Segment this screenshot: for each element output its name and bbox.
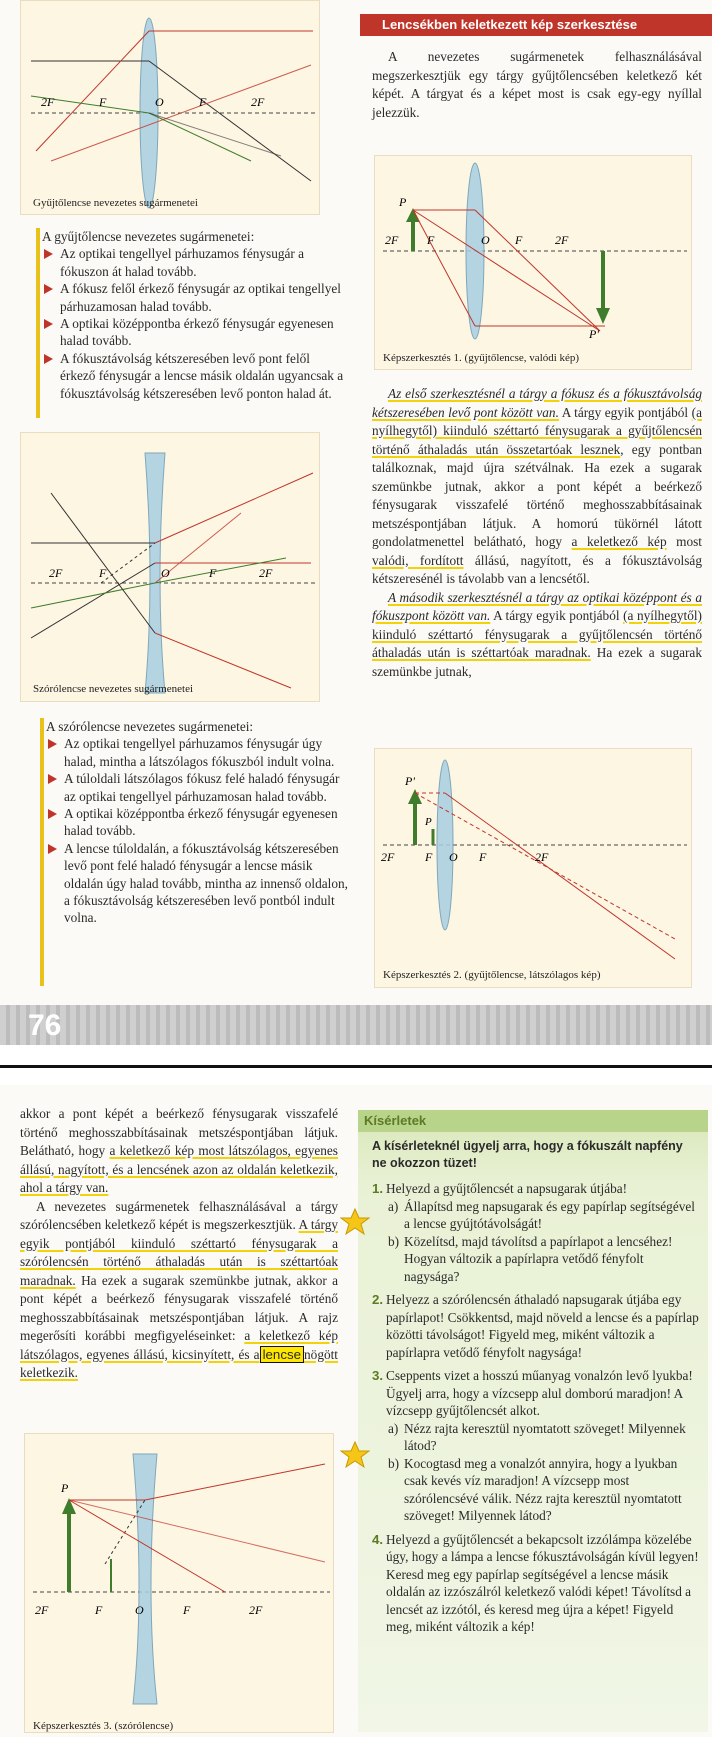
- fig5-label-p: P: [61, 1481, 69, 1495]
- page-number: 76: [28, 1009, 62, 1042]
- fig1-label-f-left: F: [99, 95, 107, 109]
- text-span: A tárgy egyik pontjából: [490, 608, 624, 623]
- fig2-label-o: O: [161, 566, 170, 580]
- fig3-label-p: P: [399, 195, 407, 209]
- experiment-subitem: [386, 1455, 700, 1525]
- fig3-label-f-left: F: [427, 233, 435, 247]
- list-item: [40, 840, 348, 927]
- fig2-label-2f-left: 2F: [49, 566, 63, 580]
- list-item: [36, 350, 346, 402]
- fig4-label-2f-right: 2F: [535, 850, 549, 864]
- list-item: [36, 280, 346, 315]
- list2-title: A szórólencse nevezetes sugármenetei:: [46, 719, 254, 734]
- figure-converging-rays: [21, 1, 321, 216]
- paragraph-second-construction: [372, 589, 702, 682]
- red-arrow-icon: [48, 774, 57, 784]
- experiments-safety-note: A kísérleteknél ügyelj arra, hogy a fókuszált napfény ne okozzon tüzet!: [372, 1139, 683, 1170]
- subitem-text: Nézz rajta keresztül nyomtatott szöveget! Milyennek látod?: [404, 1420, 686, 1453]
- experiments-box: [358, 1110, 708, 1732]
- fig1-label-2f-right: 2F: [251, 95, 265, 109]
- figure-diverging-rays-panel: [20, 432, 320, 702]
- figure-diverging-rays: [21, 433, 321, 703]
- list-item-text: A optikai középpontba érkező fénysugár egyenesen halad tovább.: [60, 316, 334, 349]
- section-heading: Lencsékben keletkezett kép szerkesztése: [360, 14, 712, 36]
- main-text-column: [372, 385, 702, 681]
- fig4-label-f-left: F: [425, 850, 433, 864]
- star-icon: [340, 1207, 370, 1237]
- subitem-letter: a): [388, 1420, 399, 1436]
- separator-line: [0, 1065, 712, 1068]
- highlighted-word: lencse: [260, 1346, 304, 1363]
- red-arrow-icon: [48, 844, 57, 854]
- text-span: A nevezetes sugármenetek felhasználásával a tárgy szórólencsében keletkező képét is megszerkesztjük.: [20, 1198, 338, 1232]
- underlined-text: valódi, fordított: [372, 552, 464, 568]
- experiment-subitem: [386, 1198, 700, 1233]
- experiments-title: Kísérletek: [358, 1110, 708, 1132]
- screenshot-separator: [0, 1045, 712, 1085]
- fig4-label-p-prime: P': [405, 774, 415, 788]
- experiment-text: Helyezd a gyűjtőlencsét a bekapcsolt izzólámpa közelébe úgy, hogy a lámpa a lencse fókusztávolságán kívül legyen! Keresd meg egy papírlap segítségével a lencse másik oldalán az izzószálról keletkező valódi képet! Távolítsd a lencsét az izzótól, és keresd meg újra a képet! Figyeld meg, miként változik a kép!: [386, 1531, 699, 1634]
- figure-virtual-image: [375, 749, 693, 989]
- textbook-page-77: [0, 1085, 712, 1737]
- underlined-text: a keletkező kép: [571, 534, 667, 549]
- fig2-label-2f-right: 2F: [259, 566, 273, 580]
- fig4-label-o: O: [449, 850, 458, 864]
- experiment-item: [372, 1531, 700, 1636]
- experiment-text: Cseppents vizet a hosszú műanyag vonalzón levő lyukba! Ügyelj arra, hogy a vízcsepp alul domború maradjon! A vízcsepp gyűjtőlencsét alkot.: [386, 1368, 693, 1418]
- fig4-caption: Képszerkesztés 2. (gyűjtőlencse, látszólagos kép): [383, 969, 601, 981]
- red-arrow-icon: [44, 284, 53, 294]
- underlined-text: A tárgy egyik pontjából kiinduló széttartó fénysugarak a szórólencsén történő áthaladás után is széttartóak maradnak.: [20, 1217, 338, 1288]
- emphasis-text: Az első szerkesztésnél a tárgy a fókusz és a fókusztávolság kétszeresében levő pont között van.: [372, 386, 702, 420]
- subitem-text: Kocogtasd meg a vonalzót annyira, hogy a lyukban csak kevés víz maradjon! A vízcsepp most szórólencsévé válik. Nézz rajta keresztül nyomtatott szöveget! Milyennek látod?: [404, 1455, 682, 1523]
- figure-diverging-lens-image: [25, 1434, 335, 1714]
- text-span: állású, nagyított, és a fókusztávolság kétszeresénél is távolabb van a lencsétől.: [372, 552, 702, 586]
- red-arrow-icon: [48, 809, 57, 819]
- experiment-number: 2.: [372, 1292, 384, 1307]
- subitem-letter: b): [388, 1233, 400, 1249]
- subitem-letter: a): [388, 1198, 399, 1214]
- underlined-text: nögött keletkezik.: [20, 1346, 338, 1380]
- text-span: Ha ezek a sugarak szemünkbe jutnak, akkor a pont képét a beérkező fénysugarak visszafelé történő meghosszabbításainak metszéspontjában látjuk. A rajz megerősíti korábbi megfigyeléseinket:: [20, 1272, 338, 1343]
- figure-virtual-image-panel: [374, 748, 692, 988]
- subitem-text: Állapítsd meg napsugarak és egy papírlap segítségével a lencse gyújtótávolságát!: [404, 1198, 695, 1231]
- experiment-item: [372, 1180, 700, 1285]
- experiment-subitem: [386, 1420, 700, 1455]
- red-arrow-icon: [44, 354, 53, 364]
- intro-paragraph: [372, 48, 702, 122]
- fig1-label-o: O: [155, 95, 164, 109]
- list-item: [36, 245, 346, 280]
- list-item-text: Az optikai tengellyel párhuzamos fénysugár úgy halad, mintha a látszólagos fókuszból indult volna.: [64, 736, 335, 769]
- text-span: Ha ezek a sugarak szemünkbe jutnak,: [372, 645, 702, 679]
- experiment-text: Helyezz a szórólencsén áthaladó napsugarak útjába egy papírlapot! Csökkentsd, majd növeld a lencse és a papírlap közötti távolságot! Figyeld meg, miként változik a papírlapra vetődő fényfolt nagysága!: [386, 1292, 699, 1360]
- red-arrow-icon: [48, 739, 57, 749]
- fig5-label-o: O: [135, 1603, 144, 1617]
- paragraph-diverging-lens: [20, 1198, 338, 1383]
- fig4-label-f-right: F: [479, 850, 487, 864]
- list1-title: A gyűjtőlencse nevezetes sugármenetei:: [42, 229, 255, 244]
- fig3-label-f-right: F: [515, 233, 523, 247]
- list-item-text: Az optikai tengellyel párhuzamos fénysugár a fókuszon át halad tovább.: [60, 246, 305, 279]
- fig2-label-f-left: F: [99, 566, 107, 580]
- list-item-text: A optikai középpontba érkező fénysugár egyenesen halad tovább.: [64, 806, 338, 839]
- text-span: akkor a pont képét a beérkező fénysugarak visszafelé történő meghosszabbításainak metszéspontjában látjuk. Belátható, hogy: [20, 1106, 338, 1158]
- fig2-caption: Szórólencse nevezetes sugármenetei: [33, 683, 194, 695]
- subitem-text: Közelítsd, majd távolítsd a papírlapot a lencséhez! Hogyan változik a papírlapra vetődő fényfolt nagysága?: [404, 1233, 673, 1284]
- red-arrow-icon: [44, 249, 53, 259]
- fig3-label-2f-left: 2F: [385, 233, 399, 247]
- page-footer: [0, 1005, 712, 1045]
- experiment-number: 1.: [372, 1181, 384, 1196]
- figure-diverging-lens-image-panel: [24, 1433, 334, 1733]
- list-item-text: A lencse túloldalán, a fókusztávolság kétszeresében levő pont felé haladó fénysugár a lencse másik oldalán úgy halad tovább, mintha az innenső oldalon, a fókusztávolság kétszeresében levő pontból indult volna.: [64, 840, 348, 926]
- paragraph-first-construction: [372, 385, 702, 589]
- diverging-rays-list: [40, 718, 348, 927]
- list-item: [36, 315, 346, 350]
- star-icon: [340, 1440, 370, 1470]
- fig3-label-2f-right: 2F: [555, 233, 569, 247]
- experiment-subitem: [386, 1233, 700, 1286]
- text-span: most: [666, 534, 703, 549]
- list-item: [40, 805, 348, 840]
- text-span: A tárgy egyik pontjából: [558, 404, 692, 420]
- fig4-label-2f-left: 2F: [381, 850, 395, 864]
- fig3-label-o: O: [481, 233, 490, 247]
- fig1-caption: Gyűjtőlencse nevezetes sugármenetei: [33, 197, 198, 209]
- experiments-list: [372, 1180, 700, 1642]
- experiment-item: [372, 1367, 700, 1525]
- fig5-label-2f-left: 2F: [35, 1603, 49, 1617]
- red-arrow-icon: [44, 319, 53, 329]
- experiment-text: Helyezd a gyűjtőlencsét a napsugarak útjába!: [386, 1181, 628, 1196]
- underlined-text: (a nyílhegytől) kiinduló széttartó fénysugarak a gyűjtőlencsén történő áthaladás után összetartóak lesznek: [372, 404, 703, 457]
- list-item-text: A fókusztávolság kétszeresében levő pont felől érkező fénysugár a lencse másik oldalán ugyancsak a fókusztávolság kétszeresében levő ponton halad át.: [60, 350, 344, 401]
- underlined-text: (a nyílhegytől) kiinduló széttartó fénysugarak a gyűjtőlencsén történő áthaladás után is széttartóak maradnak.: [372, 608, 702, 660]
- experiment-number: 4.: [372, 1531, 384, 1547]
- fig3-caption: Képszerkesztés 1. (gyűjtőlencse, valódi kép): [383, 352, 580, 364]
- list-item-text: A túloldali látszólagos fókusz felé haladó fénysugár az optikai tengellyel párhuzamosan halad tovább.: [64, 771, 340, 804]
- text-span: , egy pontban találkoznak, majd újra szétválnak. Ha ezek a sugarak szemünkbe jutnak, akkor a pont képét a beérkező fénysugarak visszafelé történő meghosszabbításainak metszéspontjában látjuk. A homorú tükörnél látott gondolatmenettel belátható, hogy: [372, 441, 702, 549]
- list-item-text: A fókusz felől érkező fénysugár az optikai tengellyel párhuzamosan halad tovább.: [60, 281, 341, 314]
- fig5-label-f-left: F: [95, 1603, 103, 1617]
- figure-real-image: [375, 156, 693, 371]
- underlined-text: a keletkező kép most látszólagos, egyenes állású, nagyított, és a lencsének azon az oldalán keletkezik, ahol a tárgy van.: [20, 1143, 338, 1195]
- list-item: [40, 770, 348, 805]
- experiment-item: [372, 1291, 700, 1361]
- underlined-text: a keletkező kép látszólagos, egyenes állású, kicsinyített, és a: [20, 1328, 338, 1362]
- fig5-caption: Képszerkesztés 3. (szórólencse): [33, 1720, 174, 1732]
- fig1-label-2f-left: 2F: [41, 95, 55, 109]
- subitem-letter: b): [388, 1455, 400, 1471]
- figure-real-image-panel: [374, 155, 692, 370]
- fig3-label-p-prime: P': [589, 327, 599, 341]
- intro-text: A nevezetes sugármenetek felhasználásával megszerkesztjük egy tárgy gyűjtőlencsében keletkező két képét. A tárgyat és a képet most is csak egy-egy nyíllal jelezzük.: [372, 49, 702, 120]
- figure-converging-rays-panel: [20, 0, 320, 215]
- fig5-label-f-right: F: [183, 1603, 191, 1617]
- paragraph-virtual-image: [20, 1105, 338, 1198]
- bottom-text-column: [20, 1105, 338, 1383]
- converging-rays-list: [36, 228, 346, 402]
- fig4-label-p: P: [425, 816, 432, 828]
- experiment-number: 3.: [372, 1368, 384, 1383]
- fig2-label-f-right: F: [209, 566, 217, 580]
- emphasis-text: A második szerkesztésnél a tárgy az optikai középpont és a fókuszpont között van.: [372, 589, 702, 623]
- fig1-label-f-right: F: [199, 95, 207, 109]
- fig5-label-2f-right: 2F: [249, 1603, 263, 1617]
- list-item: [40, 735, 348, 770]
